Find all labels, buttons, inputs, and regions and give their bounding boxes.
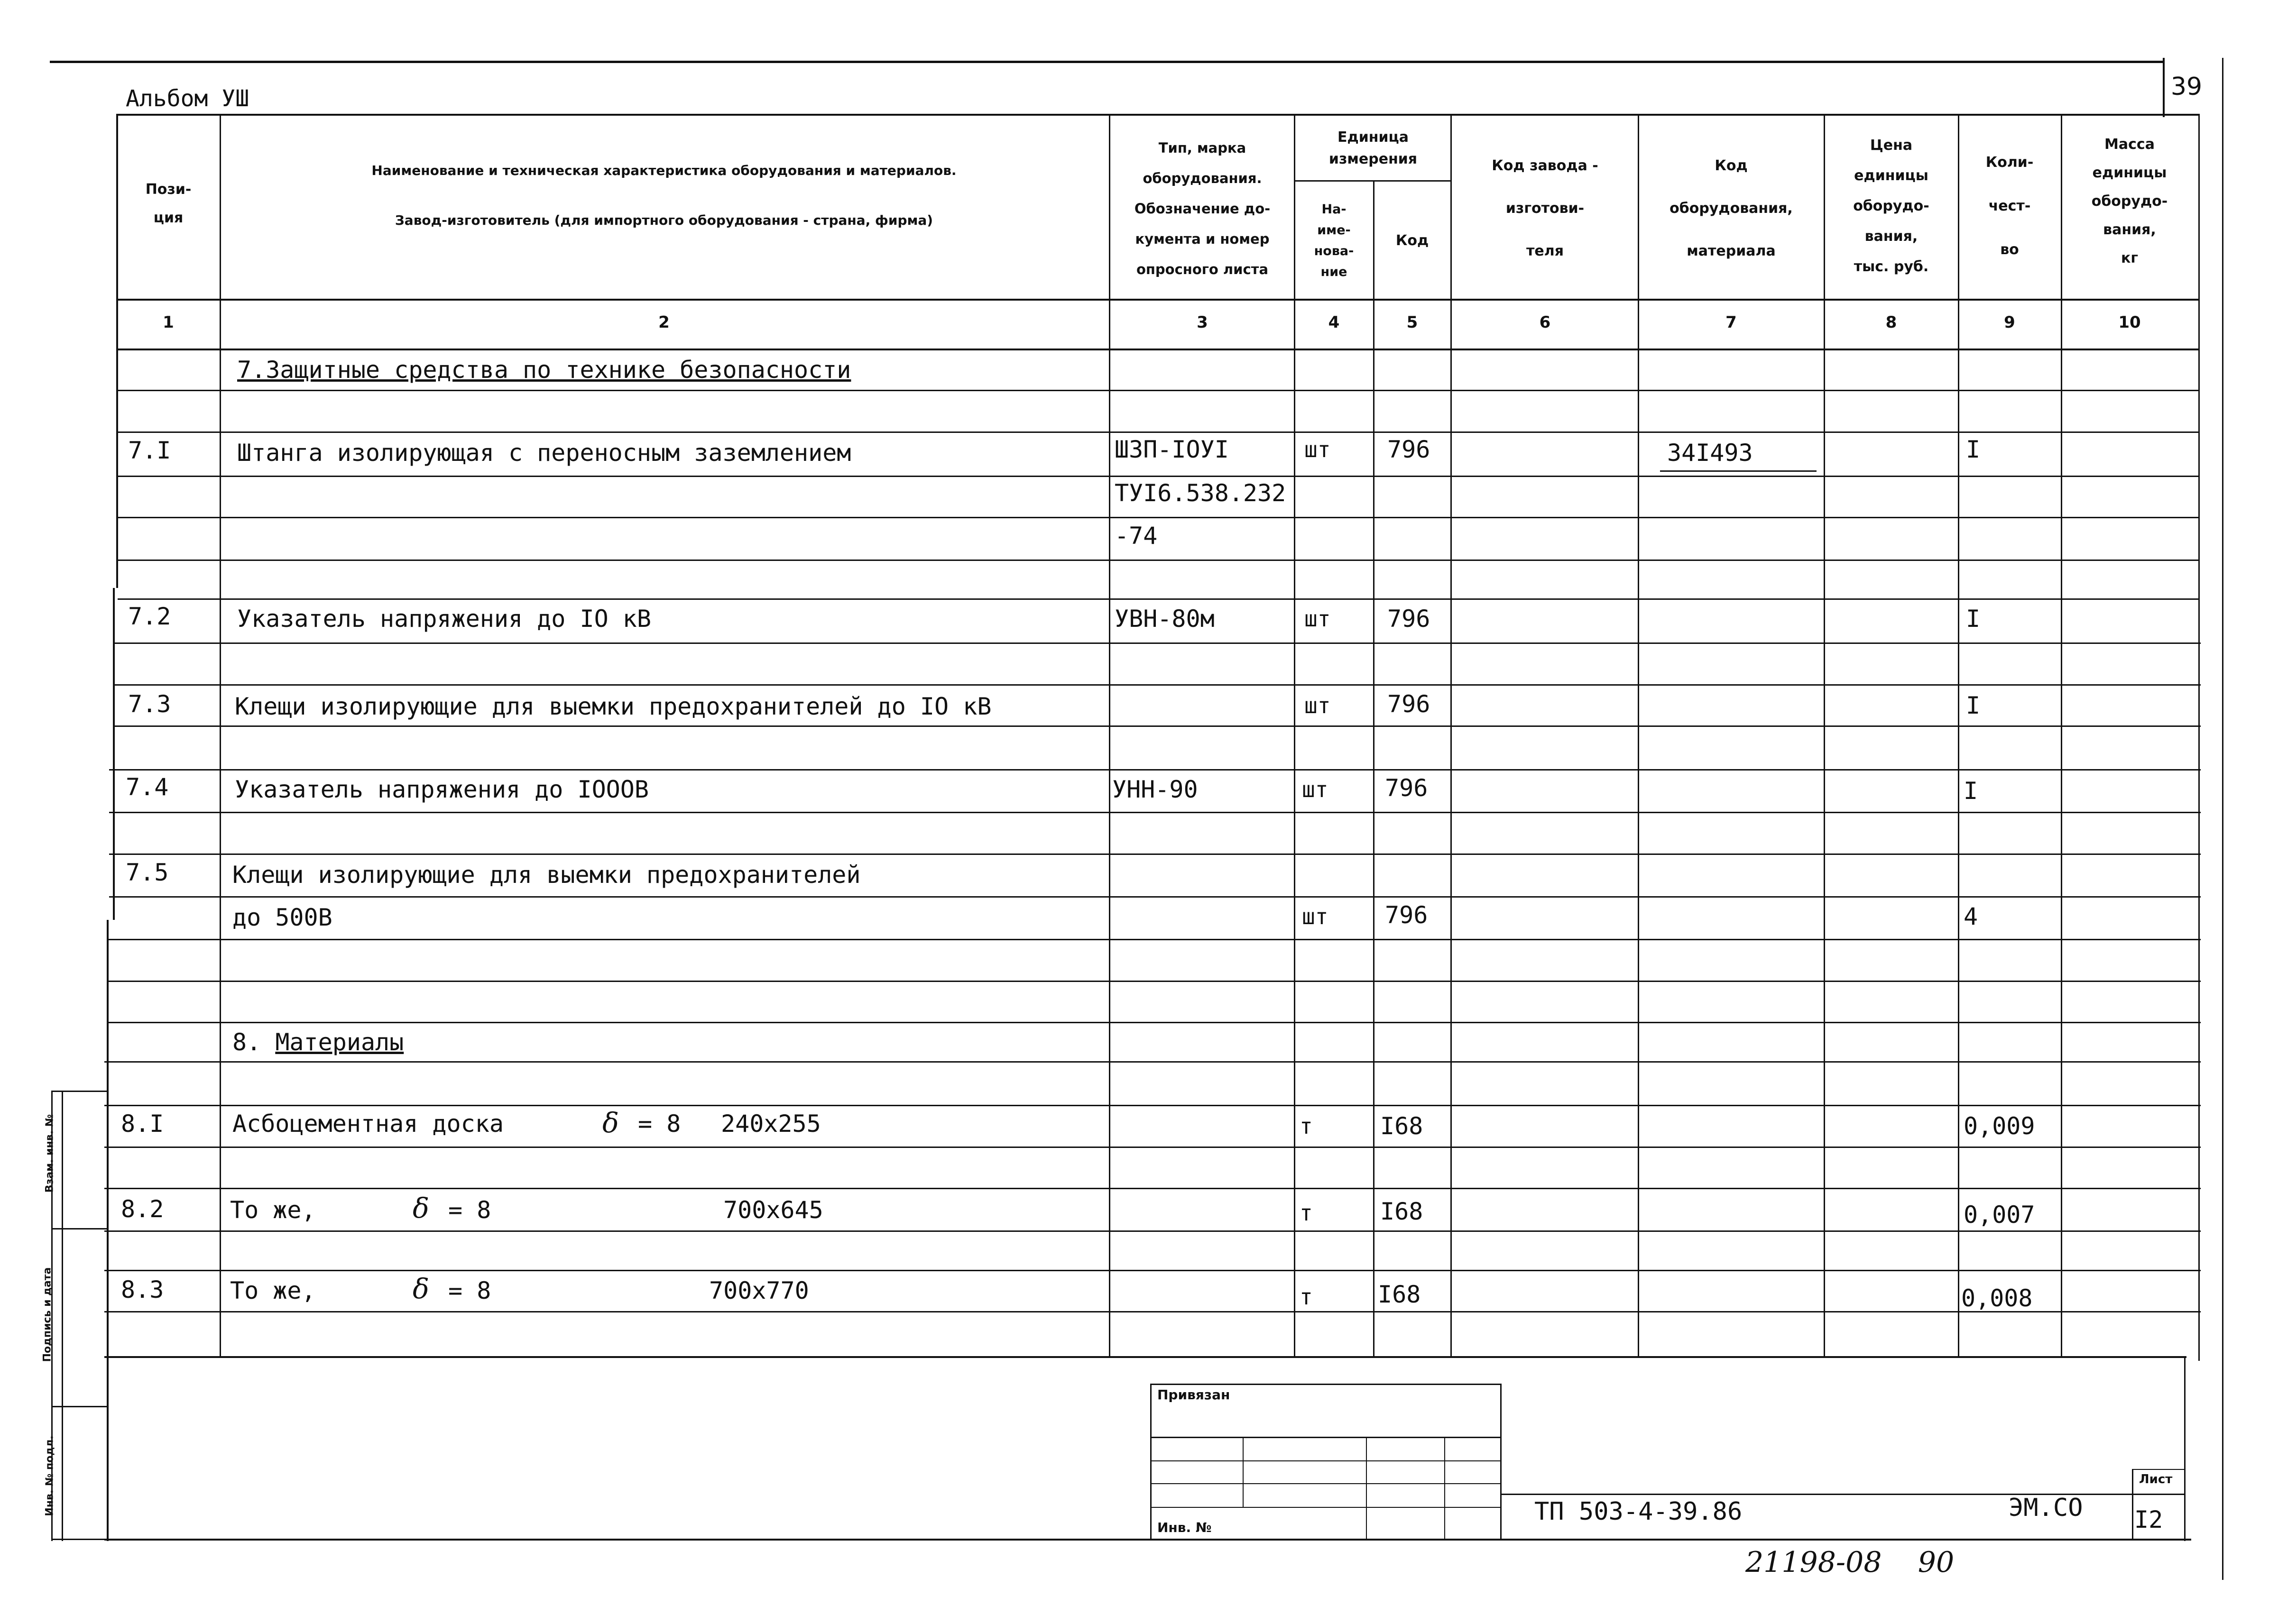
inv-label: Инв. № bbox=[1157, 1520, 1212, 1535]
col-num-5: 5 bbox=[1406, 313, 1418, 332]
qty-8-3: 0,008 bbox=[1961, 1285, 2033, 1312]
name-7-4: Указатель напряжения до IООOВ bbox=[235, 776, 649, 803]
sheet-label: Лист bbox=[2139, 1472, 2173, 1486]
eq-8-2: = 8 bbox=[448, 1196, 491, 1224]
header-name-line1: Наименование и техническая характеристика оборудования и материалов. bbox=[371, 163, 957, 178]
col-num-10: 10 bbox=[2118, 313, 2141, 332]
pos-8-1: 8.I bbox=[121, 1110, 164, 1138]
col-num-8: 8 bbox=[1885, 313, 1897, 332]
pos-7-5: 7.5 bbox=[126, 859, 169, 886]
unit-7-2: шт bbox=[1304, 606, 1331, 632]
header-name-line2: Завод-изготовитель (для импортного оборудования - страна, фирма) bbox=[395, 212, 933, 228]
col-num-4: 4 bbox=[1328, 313, 1340, 332]
name-8-3: То же, bbox=[230, 1277, 316, 1304]
code-7-4: 796 bbox=[1385, 774, 1428, 802]
section-8-label: Материалы bbox=[275, 1028, 404, 1056]
footer-number: 21198-08 90 bbox=[1745, 1546, 1955, 1579]
qty-7-3: I bbox=[1966, 692, 1981, 719]
type-7-4: УНН-90 bbox=[1112, 776, 1198, 803]
pos-8-2: 8.2 bbox=[121, 1195, 164, 1223]
type-7-1-line2: ТУI6.538.232 bbox=[1115, 479, 1286, 507]
qty-8-2: 0,007 bbox=[1964, 1201, 2035, 1229]
unit-7-5: шт bbox=[1302, 904, 1328, 929]
section-8-number: 8. bbox=[232, 1028, 261, 1056]
page-number: 39 bbox=[2170, 73, 2203, 101]
name-8-1: Асбоцементная доска bbox=[232, 1110, 504, 1138]
name-8-2: То же, bbox=[230, 1196, 316, 1224]
unit-7-1: шт bbox=[1304, 437, 1331, 462]
qty-8-1: 0,009 bbox=[1964, 1112, 2035, 1140]
name-7-5-line1: Клещи изолирующие для выемки предохранителей bbox=[232, 861, 861, 889]
qty-7-1: I bbox=[1966, 436, 1981, 463]
code-7-2: 796 bbox=[1387, 605, 1430, 633]
header-mass: Масса единицы оборудо- вания, кг bbox=[2091, 136, 2168, 266]
side-label-original: Инв. № подл. bbox=[44, 1435, 56, 1516]
code-8-3: I68 bbox=[1378, 1281, 1421, 1308]
header-unit: Единица измерения bbox=[1328, 128, 1418, 167]
col-num-9: 9 bbox=[2004, 313, 2015, 332]
size-8-2: 700x645 bbox=[723, 1196, 823, 1224]
header-type: Тип, марка оборудования. Обозначение до- кумента и номер опросного листа bbox=[1134, 140, 1271, 277]
pos-7-4: 7.4 bbox=[126, 773, 169, 801]
col-num-3: 3 bbox=[1197, 313, 1208, 332]
unit-8-2: т bbox=[1300, 1200, 1313, 1226]
code-7-5: 796 bbox=[1385, 901, 1428, 929]
header-unit-name: На- име- нова- ние bbox=[1314, 202, 1354, 279]
eq-code-7-1: 34I493 bbox=[1667, 439, 1753, 467]
top-border bbox=[50, 61, 2163, 63]
unit-8-3: т bbox=[1300, 1284, 1313, 1310]
qty-7-4: I bbox=[1964, 777, 1978, 805]
name-7-3: Клещи изолирующие для выемки предохранителей до IО кВ bbox=[235, 693, 992, 720]
header-price: Цена единицы оборудо- вания, тыс. руб. bbox=[1853, 137, 1929, 275]
header-unit-code: Код bbox=[1395, 232, 1429, 249]
pos-8-3: 8.3 bbox=[121, 1276, 164, 1303]
side-label-signature: Подпись и дата bbox=[41, 1267, 54, 1362]
header-quantity: Коли- чест- во bbox=[1985, 154, 2034, 258]
col-num-2: 2 bbox=[658, 313, 670, 332]
header-position: Пози- ция bbox=[145, 181, 192, 226]
qty-7-2: I bbox=[1966, 605, 1981, 633]
sheet-number: I2 bbox=[2134, 1506, 2163, 1533]
side-label-replacement: Взам. инв. № bbox=[44, 1114, 56, 1193]
section-7-title: 7.Защитные средства по технике безопасности bbox=[237, 356, 851, 384]
code-7-3: 796 bbox=[1387, 690, 1430, 718]
pos-7-1: 7.I bbox=[128, 437, 171, 464]
size-8-1: 240x255 bbox=[721, 1110, 821, 1138]
delta-8-1: δ bbox=[602, 1107, 619, 1139]
col-num-7: 7 bbox=[1725, 313, 1737, 332]
name-7-1: Штанга изолирующая с переносным заземлением bbox=[237, 439, 851, 467]
code-7-1: 796 bbox=[1387, 436, 1430, 463]
delta-8-2: δ bbox=[413, 1192, 429, 1224]
eq-8-3: = 8 bbox=[448, 1277, 491, 1304]
doc-code: ЭМ.СО bbox=[2009, 1494, 2083, 1522]
name-7-2: Указатель напряжения до IО кВ bbox=[237, 605, 651, 633]
unit-7-3: шт bbox=[1304, 693, 1331, 718]
unit-8-1: т bbox=[1300, 1113, 1313, 1139]
code-8-2: I68 bbox=[1380, 1198, 1423, 1225]
doc-designation: ТП 503-4-39.86 bbox=[1534, 1497, 1743, 1526]
col-num-6: 6 bbox=[1539, 313, 1551, 332]
pos-7-2: 7.2 bbox=[128, 603, 171, 630]
pos-7-3: 7.3 bbox=[128, 690, 171, 718]
eq-8-1: = 8 bbox=[638, 1110, 681, 1138]
type-7-1-line3: -74 bbox=[1115, 522, 1158, 550]
header-plant-code: Код завода - изготови- теля bbox=[1492, 157, 1598, 259]
qty-7-5: 4 bbox=[1964, 903, 1978, 930]
delta-8-3: δ bbox=[413, 1273, 429, 1305]
code-8-1: I68 bbox=[1380, 1112, 1423, 1140]
size-8-3: 700x770 bbox=[709, 1277, 809, 1304]
type-7-1-line1: ШЗП-IОУI bbox=[1115, 436, 1229, 463]
privyazan-label: Привязан bbox=[1157, 1387, 1230, 1403]
header-equipment-code: Код оборудования, материала bbox=[1669, 157, 1793, 259]
col-num-1: 1 bbox=[163, 313, 174, 332]
name-7-5-line2: до 500В bbox=[232, 904, 332, 931]
type-7-2: УВН-80м bbox=[1115, 605, 1215, 633]
unit-7-4: шт bbox=[1302, 777, 1328, 802]
album-title: Альбом УШ bbox=[126, 85, 249, 112]
section-8-title bbox=[232, 1028, 404, 1056]
